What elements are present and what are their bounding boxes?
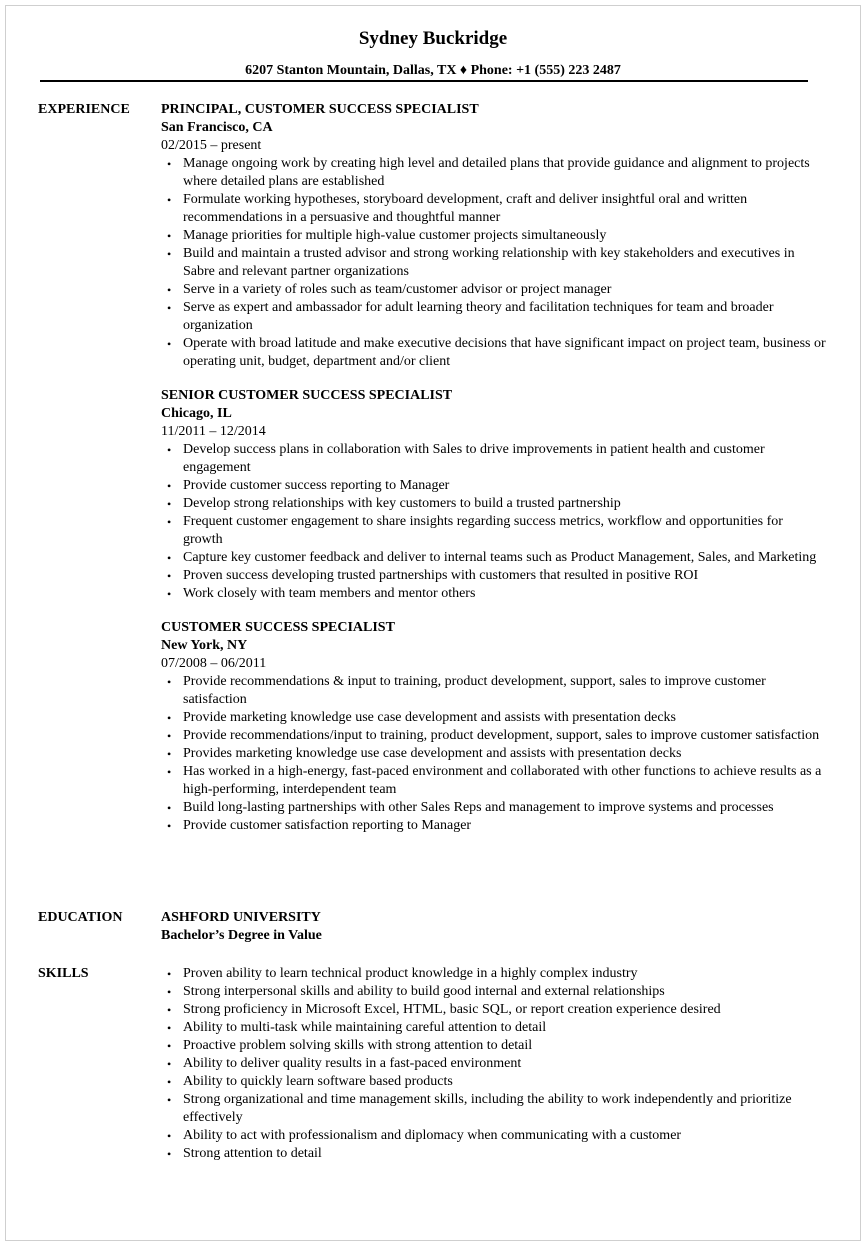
bullet-item: • Formulate working hypotheses, storyboard development, craft and deliver insightful oral and written recommendations in a persuasive and thoughtful manner [167, 192, 748, 225]
bullet-item: • Build long-lasting partnerships with other Sales Reps and management to improve systems and processes [167, 800, 774, 815]
experience-label: EXPERIENCE [38, 102, 130, 117]
skills-list [161, 965, 826, 1163]
bullet-item: • Develop success plans in collaboration with Sales to drive improvements in patient health and customer engagement [167, 442, 765, 475]
skill-item: • Ability to act with professionalism and diplomacy when communicating with a customer [167, 1128, 682, 1143]
contact-line: 6207 Stanton Mountain, Dallas, TX ♦ Phone: +1 (555) 223 2487 [245, 63, 621, 78]
bullet-icon: • [167, 1129, 172, 1143]
bullet-item: • Serve as expert and ambassador for adult learning theory and facilitation techniques for team and broader organization [167, 300, 774, 333]
skill-item: • Strong organizational and time management skills, including the ability to work independently and prioritize effectively [167, 1092, 792, 1125]
job-bullets [161, 441, 826, 603]
bullet-icon: • [167, 1057, 172, 1071]
bullet-item: • Develop strong relationships with key customers to build a trusted partnership [167, 496, 621, 511]
bullet-item: • Frequent customer engagement to share insights regarding success metrics, workflow and opportunities for growth [167, 514, 783, 547]
header-divider [40, 80, 808, 82]
bullet-icon: • [167, 443, 172, 457]
bullet-item: • Work closely with team members and mentor others [167, 586, 476, 601]
skill-item: • Proven ability to learn technical product knowledge in a highly complex industry [167, 966, 638, 981]
bullet-icon: • [167, 1039, 172, 1053]
job-title: SENIOR CUSTOMER SUCCESS SPECIALIST [161, 388, 453, 403]
bullet-icon: • [167, 729, 172, 743]
bullet-icon: • [167, 711, 172, 725]
bullet-item: • Provide customer success reporting to Manager [167, 478, 450, 493]
job-title: CUSTOMER SUCCESS SPECIALIST [161, 620, 395, 635]
education-label: EDUCATION [38, 910, 123, 925]
bullet-icon: • [167, 1093, 172, 1107]
skill-item: • Ability to deliver quality results in a fast-paced environment [167, 1056, 522, 1071]
job-bullets [161, 155, 826, 371]
bullet-item: • Provides marketing knowledge use case development and assists with presentation decks [167, 746, 682, 761]
job-dates: 02/2015 – present [161, 138, 262, 153]
job-dates: 11/2011 – 12/2014 [161, 424, 266, 439]
bullet-icon: • [167, 301, 172, 315]
bullet-icon: • [167, 247, 172, 261]
bullet-icon: • [167, 551, 172, 565]
bullet-icon: • [167, 1021, 172, 1035]
bullet-icon: • [167, 675, 172, 689]
experience-body [161, 101, 826, 851]
bullet-item: • Serve in a variety of roles such as team/customer advisor or project manager [167, 282, 612, 297]
bullet-icon: • [167, 337, 172, 351]
bullet-item: • Proven success developing trusted partnerships with customers that resulted in positive ROI [167, 568, 699, 583]
bullet-icon: • [167, 967, 172, 981]
bullet-icon: • [167, 587, 172, 601]
bullet-item: • Has worked in a high-energy, fast-paced environment and collaborated with other functions to achieve results as a high-performing, interdependent team [167, 764, 822, 797]
job-dates: 07/2008 – 06/2011 [161, 656, 267, 671]
job-entry [161, 101, 826, 371]
bullet-icon: • [167, 985, 172, 999]
bullet-icon: • [167, 1147, 172, 1161]
bullet-item: • Build and maintain a trusted advisor and strong working relationship with key stakeholders and executives in Sabre and relevant partner organizations [167, 246, 795, 279]
bullet-item: • Provide recommendations/input to training, product development, support, sales to improve customer satisfaction [167, 728, 820, 743]
job-location: San Francisco, CA [161, 120, 273, 135]
job-title: PRINCIPAL, CUSTOMER SUCCESS SPECIALIST [161, 102, 479, 117]
skill-item: • Strong interpersonal skills and ability to build good internal and external relationships [167, 984, 665, 999]
bullet-icon: • [167, 157, 172, 171]
school-name: ASHFORD UNIVERSITY [161, 910, 321, 925]
bullet-item: • Provide customer satisfaction reporting to Manager [167, 818, 472, 833]
skill-item: • Strong attention to detail [167, 1146, 322, 1161]
bullet-icon: • [167, 479, 172, 493]
bullet-item: • Provide marketing knowledge use case development and assists with presentation decks [167, 710, 676, 725]
resume-header [0, 26, 866, 80]
bullet-icon: • [167, 497, 172, 511]
bullet-item: • Operate with broad latitude and make executive decisions that have significant impact on project team, business or operating unit, budget, department and/or client [167, 336, 826, 369]
degree: Bachelor’s Degree in Value [161, 928, 322, 943]
bullet-icon: • [167, 819, 172, 833]
job-location: Chicago, IL [161, 406, 232, 421]
job-entry [161, 387, 826, 603]
candidate-name: Sydney Buckridge [358, 28, 508, 49]
bullet-item: • Manage priorities for multiple high-value customer projects simultaneously [167, 228, 607, 243]
bullet-icon: • [167, 229, 172, 243]
bullet-icon: • [167, 765, 172, 779]
skill-item: • Proactive problem solving skills with strong attention to detail [167, 1038, 533, 1053]
skill-item: • Ability to quickly learn software based products [167, 1074, 453, 1089]
skill-item: • Strong proficiency in Microsoft Excel, HTML, basic SQL, or report creation experience desired [167, 1002, 721, 1017]
job-bullets [161, 673, 826, 835]
bullet-item: • Capture key customer feedback and deliver to internal teams such as Product Management, Sales, and Marketing [167, 550, 817, 565]
bullet-icon: • [167, 801, 172, 815]
bullet-icon: • [167, 569, 172, 583]
bullet-icon: • [167, 283, 172, 297]
bullet-item: • Provide recommendations & input to training, product development, support, sales to improve customer satisfaction [167, 674, 766, 707]
bullet-icon: • [167, 747, 172, 761]
bullet-icon: • [167, 193, 172, 207]
bullet-item: • Manage ongoing work by creating high level and detailed plans that provide guidance and alignment to projects where detailed plans are established [167, 156, 810, 189]
skill-item: • Ability to multi-task while maintaining careful attention to detail [167, 1020, 547, 1035]
bullet-icon: • [167, 1003, 172, 1017]
bullet-icon: • [167, 1075, 172, 1089]
job-entry [161, 619, 826, 835]
skills-label: SKILLS [38, 966, 89, 981]
bullet-icon: • [167, 515, 172, 529]
education-body [161, 909, 826, 945]
skills-body [161, 965, 826, 1163]
job-location: New York, NY [161, 638, 248, 653]
